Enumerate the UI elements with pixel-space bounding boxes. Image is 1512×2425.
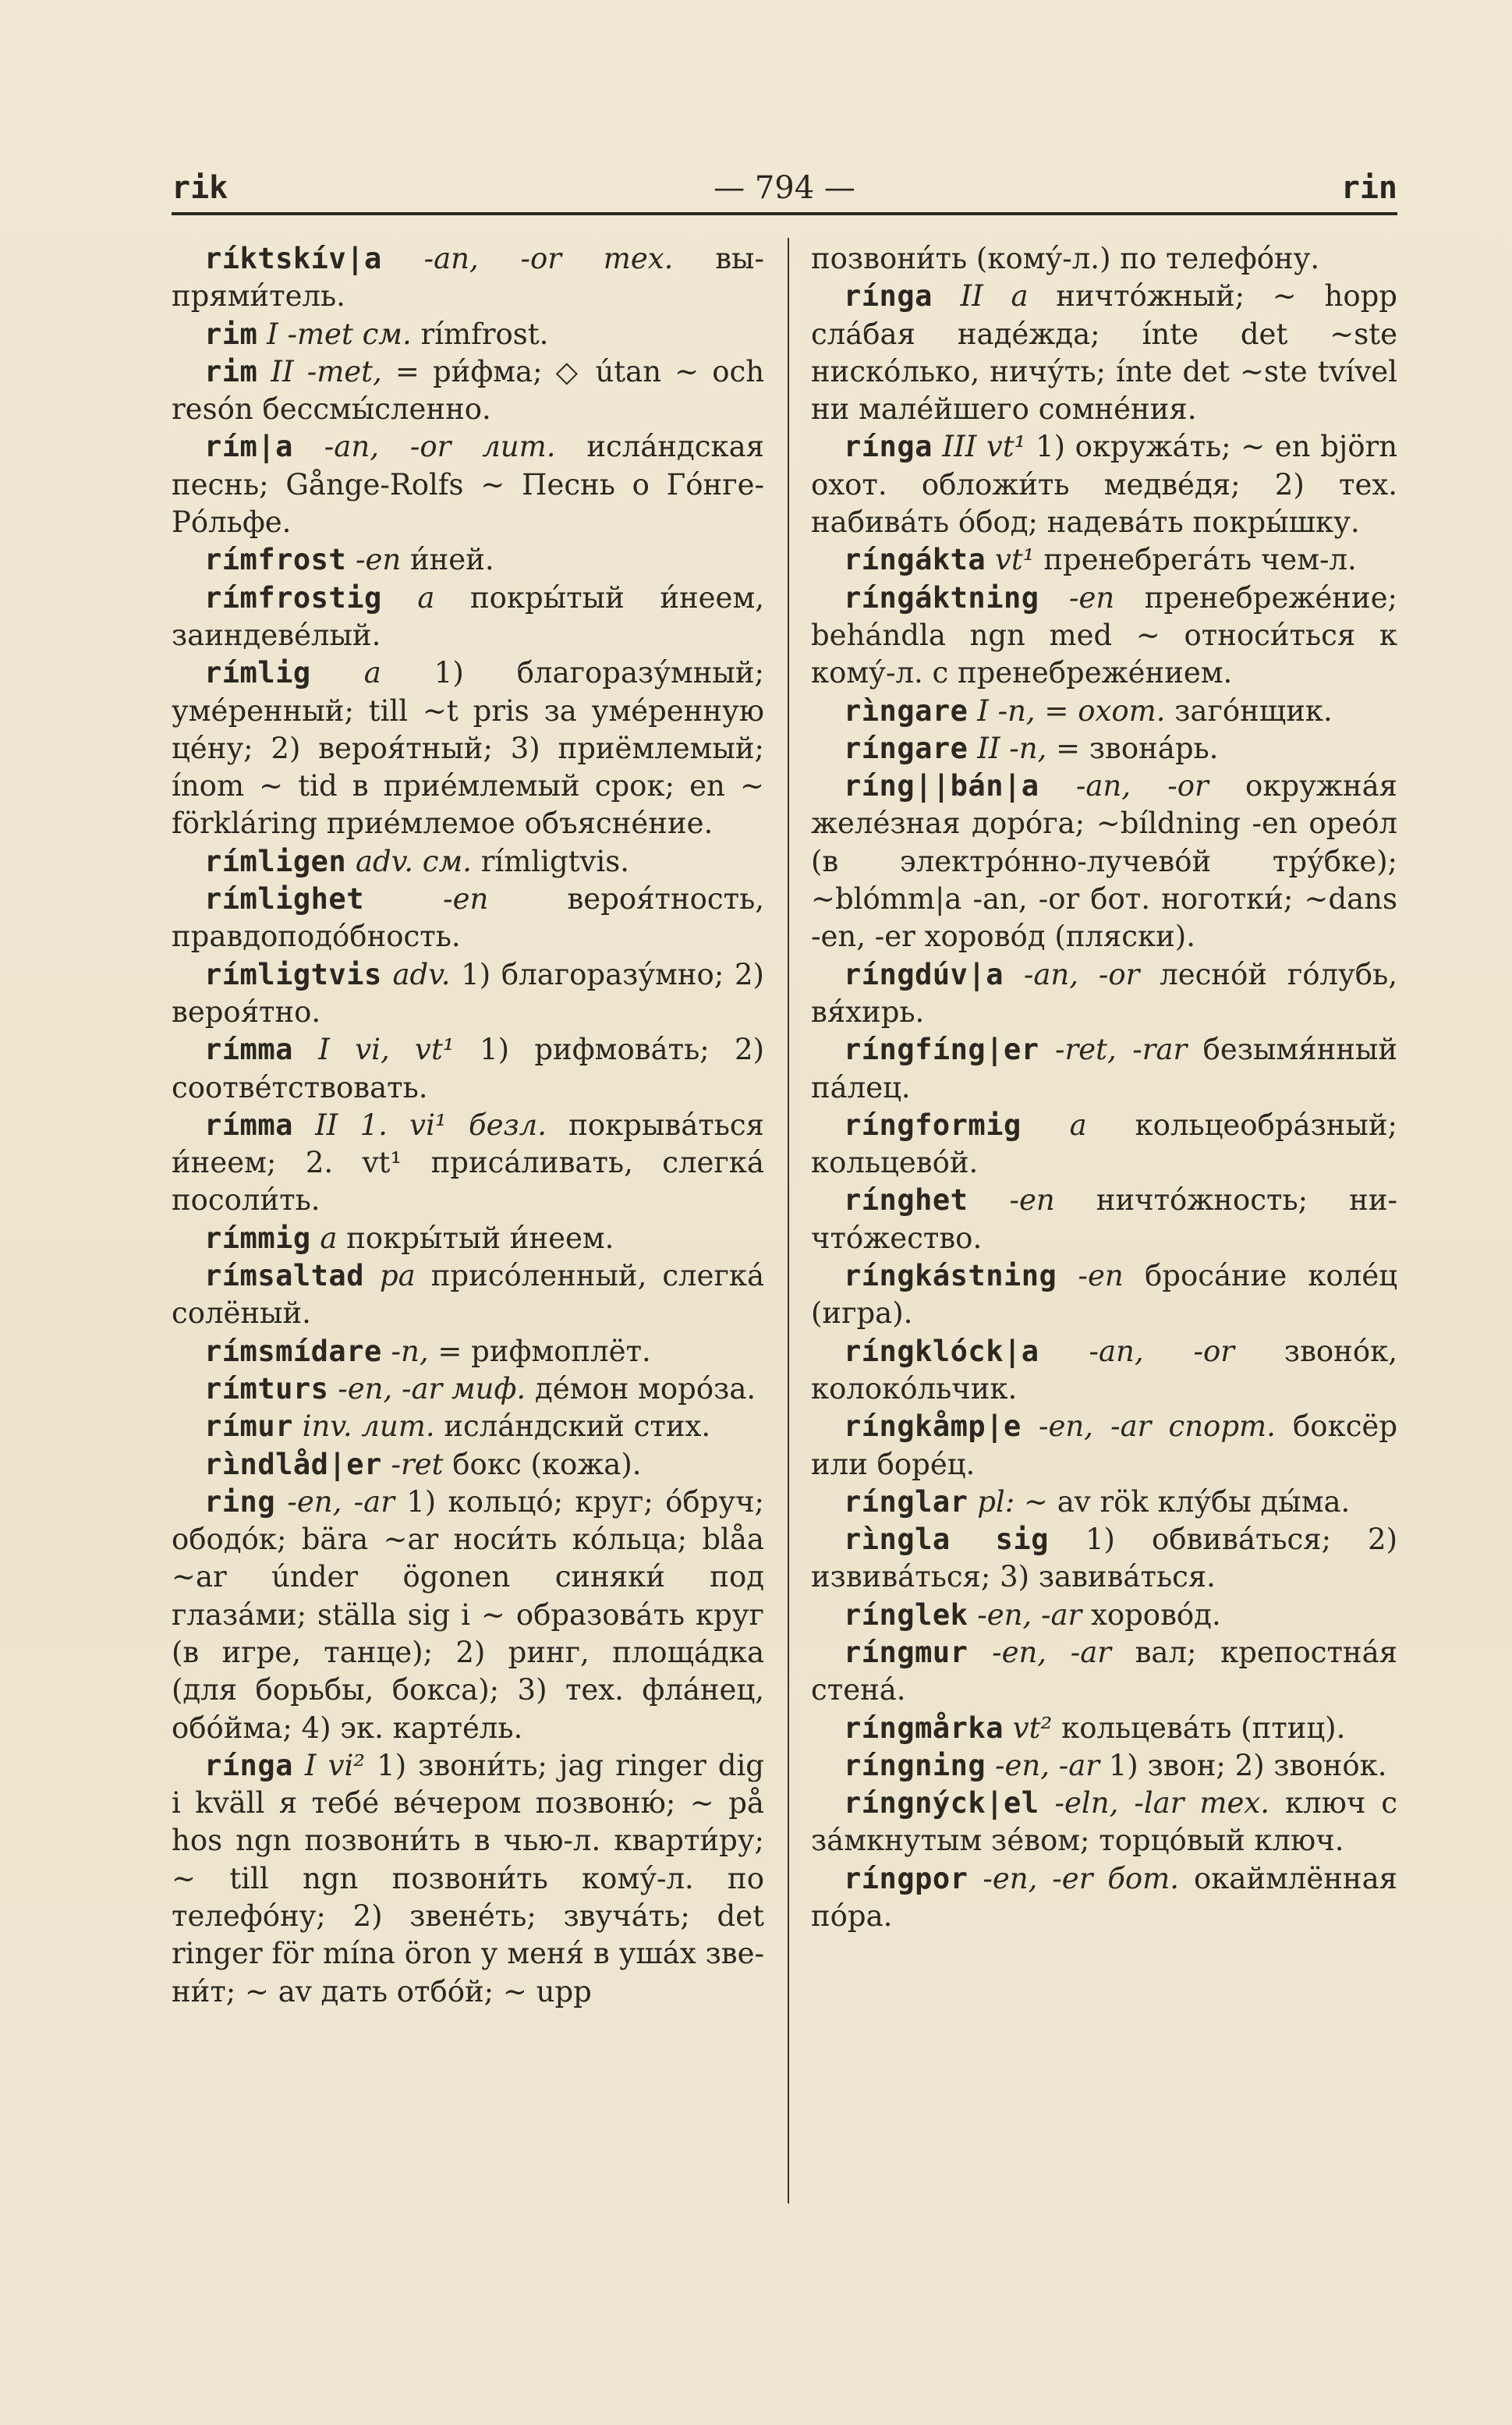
entry-grammar: -ret [391,1447,444,1481]
dictionary-entry [172,240,764,316]
entry-headword: ríngdúv|a [844,957,1004,991]
dictionary-entry [811,768,1397,955]
entry-translation: лесно́й го́лубь, вя́хирь. [811,957,1397,1029]
entry-translation: окаймлённая по́ра. [811,1861,1397,1934]
entry-translation: исла́ндская песнь; Gånge-Rolfs ~ Песнь о Го́нге-Ро́льфе. [172,430,764,540]
dictionary-entry [172,1257,764,1333]
entry-translation: боксёр или боре́ц. [811,1409,1398,1481]
entry-translation: бокс (кожа). [452,1447,642,1481]
dictionary-entry [811,730,1397,768]
entry-grammar: adv. [392,957,451,991]
entry-translation: де́мон моро́за. [534,1371,756,1406]
entry-headword: rínga [204,1748,293,1782]
entry-translation: покрыва́ться и́неем; 2. vt¹ приса́ливать, слегка́ посоли́ть. [172,1108,764,1218]
dictionary-entry [172,1408,764,1445]
entry-grammar: vt² [1012,1711,1053,1745]
entry-translation: хорово́д. [1090,1597,1221,1632]
entry-translation: rímligtvis. [480,844,630,878]
entry-translation: 1) кольцо́; круг; о́бруч; ободо́к; bära ~ar носи́ть ко́льца; blåa ~ar únder ögonen синяки́ под глаза́ми; ställa sig i ~ образова́ть круг (в игре, танце); 2) ринг, площа́дка (для борьбы, бокса); 3) тех. фла́нец, обо́йма; 4) эк. карте́ль. [172,1484,765,1745]
entry-grammar: -an, -or тех. [423,242,674,275]
entry-headword: ríngákta [844,543,986,577]
dictionary-entry [811,1597,1397,1634]
entry-grammar: inv. лит. [302,1409,435,1444]
entry-headword: ríngpor [844,1861,968,1895]
entry-grammar: -en, -ar [994,1748,1099,1782]
dictionary-entry [172,1446,764,1484]
entry-translation: кольцева́ть (птиц). [1061,1711,1346,1745]
entry-grammar: I -n, = охот. [977,693,1166,728]
header-rule [172,212,1397,215]
header-right-guideword: rin [1340,170,1397,206]
entry-translation: вероя́тность, правдоподо́бность. [172,882,765,954]
entry-grammar: -en, -ar [287,1484,395,1519]
entry-headword: rìngla sig [844,1523,1049,1557]
entry-headword: ríngmårka [844,1711,1004,1745]
entry-translation: 1) окружа́ть; ~ en björn охот. обложи́ть медве́дя; 2) тех. набива́ть о́бод; надева́ть покры́шку. [811,430,1398,540]
entry-headword: rínglar [844,1484,968,1519]
entry-headword: rím|a [204,430,293,464]
dictionary-entry [172,353,764,429]
entry-headword: rímturs [204,1371,329,1406]
dictionary-entry [811,1031,1397,1107]
page-number: — 794 — [714,170,855,206]
entry-grammar: -en [355,543,402,577]
entry-translation: 1) благоразу́мно; 2) вероя́тно. [172,957,764,1029]
entry-headword: rínghet [844,1183,968,1218]
entry-headword: rínga [844,430,933,464]
entry-translation: выпрями́тель. [172,242,765,314]
dictionary-entry [172,316,764,353]
entry-grammar: -n, [391,1334,429,1368]
dictionary-entry [172,1333,764,1370]
entry-translation: кольцеобра́зный; кольцево́й. [811,1108,1397,1180]
dictionary-entry [811,1710,1397,1747]
entry-headword: ríngfíng|er [844,1033,1039,1067]
dictionary-entry [172,956,764,1032]
entry-grammar: I vi, vt¹ [318,1033,455,1067]
entry-grammar: a [417,580,435,615]
entry-grammar: -en, -ar [977,1597,1082,1632]
entry-translation: 1) благоразу́мный; уме́ренный; till ~t pris за уме́ренную це́ну; 2) вероя́тный; 3) приёмлемый; ínom ~ tid в прие́млемый срок; en ~ förkláring прие́млемое объясне́ние. [172,656,764,841]
dictionary-entry [172,428,764,541]
entry-headword: ríngkåmp|e [844,1409,1022,1444]
dictionary-entry [811,956,1397,1032]
entry-headword: rímma [204,1108,293,1142]
entry-grammar: -en, -er бот. [983,1861,1180,1895]
entry-headword: ríngformig [844,1108,1022,1142]
entry-headword: rímsmídare [204,1334,382,1368]
entry-headword: rìndlåd|er [204,1447,382,1481]
entry-grammar: adv. см. [355,844,472,878]
entry-headword: rímlig [204,656,311,690]
dictionary-entry [811,1860,1397,1936]
entry-translation: и́ней. [409,543,494,577]
entry-grammar: II 1. vi¹ безл. [315,1108,547,1142]
dictionary-entry [811,1107,1397,1182]
entry-headword: ríktskív|a [204,242,382,275]
entry-headword: rímmig [204,1221,311,1255]
entry-grammar: -en, -ar спорт. [1038,1409,1276,1444]
entry-translation: ~ av rök клу́бы ды́ма. [1023,1484,1351,1519]
entry-translation: позвони́ть (кому́-л.) по телефо́ну. [811,242,1320,275]
dictionary-entry [811,1747,1397,1785]
entry-translation: исла́ндский стих. [444,1409,711,1444]
dictionary-entry [172,1370,764,1408]
entry-translation: = ри́фма; ◇ útan ~ och resón бессмы́сленно. [172,354,765,427]
dictionary-entry [172,843,764,881]
dictionary-entry [172,881,764,956]
entry-headword: rímlighet [204,882,364,916]
entry-grammar: -ret, -rar [1055,1033,1188,1067]
dictionary-entry [172,1484,764,1747]
dictionary-entry [811,1484,1397,1521]
entry-grammar: II -met, [271,354,382,388]
entry-headword: rìngare [844,693,968,728]
entry-translation: безымя́нный па́лец. [811,1033,1398,1104]
entry-translation: вал; крепостна́я стена́. [811,1635,1397,1707]
dictionary-entry [811,1785,1397,1860]
entry-headword: rínglek [844,1597,968,1632]
right-column [811,240,1397,1935]
entry-translation: звоно́к, колоко́льчик. [811,1334,1397,1406]
dictionary-entry [172,654,764,842]
entry-translation: присо́ленный, слегка́ солёный. [172,1259,765,1331]
entry-grammar: -an, -or [1023,957,1140,991]
dictionary-entry [172,1107,764,1220]
dictionary-entry [811,580,1397,693]
entry-translation: rímfrost. [420,317,549,351]
dictionary-entry [811,693,1397,730]
entry-headword: ríngáktning [844,580,1039,615]
entry-translation: 1) звон; 2) звоно́к. [1108,1748,1387,1782]
entry-grammar: a [320,1221,338,1255]
entry-grammar: -en [1009,1183,1055,1218]
entry-translation: ключ с за́мкнутым зе́вом; торцо́вый ключ. [811,1786,1397,1858]
dictionary-entry [172,580,764,655]
entry-grammar: a [1069,1108,1087,1142]
dictionary-entry [811,1408,1397,1484]
entry-headword: rímur [204,1409,293,1444]
entry-translation: покры́тый и́неем, заиндеве́лый. [172,580,764,652]
entry-grammar: -en [1069,580,1115,615]
entry-grammar: -en, -ar [992,1635,1111,1669]
entry-translation: = звона́рь. [1056,731,1219,765]
entry-headword: ríng||bán|a [844,769,1039,803]
dictionary-entry [811,1257,1397,1333]
entry-headword: rínga [844,279,933,314]
entry-translation: окружна́я желе́зная доро́га; ~bíldning -en орео́л (в электро́нно-лучево́й тру́бке); ~blómm|a -an, -or бот. ноготки́; ~dans -en, -er хорово́д (пляски). [811,769,1398,954]
left-column [172,240,764,2011]
entry-headword: ríngklóck|a [844,1334,1039,1368]
entry-translation: 1) обвива́ться; 2) извива́ться; 3) завива́ться. [811,1523,1398,1594]
entry-grammar: -eln, -lar тех. [1054,1786,1269,1821]
dictionary-entry [172,541,764,579]
page-header [172,165,1397,212]
entry-grammar: -an, -or лит. [324,430,556,464]
entry-grammar: -an, -or [1075,769,1209,803]
entry-headword: rímfrostig [204,580,382,615]
dictionary-entry [172,1220,764,1257]
entry-grammar: II -n, [977,731,1047,765]
dictionary-entry [172,1747,764,2011]
entry-grammar: I -met см. [267,317,412,351]
entry-grammar: -en [443,882,489,916]
entry-grammar: -en [1078,1259,1124,1293]
dictionary-entry [811,1634,1397,1710]
entry-headword: rímligen [204,844,347,878]
entry-grammar: pa [379,1259,416,1293]
entry-grammar: I vi² [304,1748,366,1782]
dictionary-entry [811,1521,1397,1597]
entry-grammar: a [363,656,381,690]
entry-grammar: -an, -or [1089,1334,1234,1368]
entry-grammar: vt¹ [994,543,1035,577]
entry-grammar: II a [960,279,1029,314]
entry-grammar: -en, -ar миф. [338,1371,526,1406]
entry-headword: ríngare [844,731,968,765]
entry-headword: ríngmur [844,1635,968,1669]
dictionary-entry [811,278,1397,428]
entry-translation: ничто́жность; ничто́жество. [811,1183,1397,1255]
entry-headword: ríngkástning [844,1259,1057,1293]
entry-grammar: pl: [977,1484,1015,1519]
entry-headword: rímma [204,1033,293,1067]
dictionary-entry [172,1031,764,1107]
dictionary-entry [811,240,1397,278]
entry-translation: пренебреже́ние; behándla ngn med ~ относи́ться к кому́-л. с пренебреже́нием. [811,580,1397,690]
entry-headword: rim [204,317,258,351]
dictionary-entry [811,1182,1397,1257]
dictionary-entry [811,1333,1397,1409]
entry-headword: rímsaltad [204,1259,364,1293]
entry-translation: 1) звони́ть; jag ringer dig i kväll я тебе́ ве́чером позвоню́; ~ på hos ngn позвони́ть в чью-л. кварти́ру; ~ till ngn позвони́ть кому́-л. по телефо́ну; 2) звене́ть; звуча́ть; det ringer för mína öron у меня́ в уша́х звени́т; ~ av дать отбо́й; ~ upp [172,1748,764,2008]
entry-translation: пренебрега́ть чем-л. [1043,543,1357,577]
entry-headword: ríngnýck|el [844,1786,1039,1821]
column-divider [788,238,789,2203]
entry-headword: ríngning [844,1748,986,1782]
entry-headword: rímligtvis [204,957,382,991]
entry-headword: rim [204,354,258,388]
entry-translation: ничто́жный; ~ hopp сла́бая наде́жда; ínte det ~ste ниско́лько, ничу́ть; ínte det ~ste tvível ни мале́йшего сомне́ния. [811,279,1397,427]
entry-translation: броса́ние коле́ц (игра). [811,1259,1398,1331]
entry-headword: rímfrost [204,543,347,577]
entry-translation: заго́нщик. [1174,693,1333,728]
dictionary-entry [811,428,1397,541]
entry-translation: покры́тый и́неем. [346,1221,614,1255]
entry-grammar: III vt¹ [942,430,1026,464]
dictionary-entry [811,541,1397,579]
entry-headword: ring [204,1484,276,1519]
entry-translation: = рифмоплёт. [437,1334,651,1368]
entry-translation: 1) рифмова́ть; 2) соотве́тствовать. [172,1033,765,1104]
header-left-guideword: rik [172,170,228,206]
